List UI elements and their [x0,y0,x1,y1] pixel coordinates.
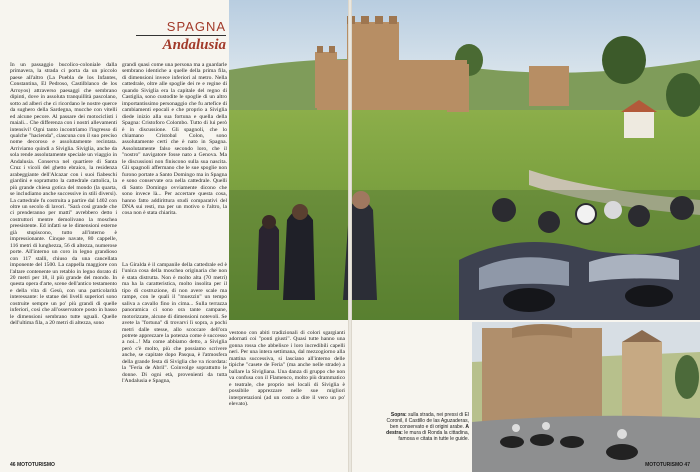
text-column-2b [122,262,227,462]
caption-label-1: Sopra: [390,412,407,418]
caption-text-1: sulla strada, nei pressi di El Coronil, il Castillo de las Aguzaderas, ben conservato e di origini arabe. [386,412,469,430]
page-gutter [348,0,352,472]
photo-caption [385,412,469,442]
text-column-3 [229,330,345,462]
article-header [122,20,226,53]
body-text: grandi quasi come una persona ma a guardarle sembrano identiche a quelle della prima fila, di dimensioni invece inferiori al metro. Nella cattedrale, oltre alle spoglie dei re e regine di quando Siviglia era la capitale del regno di Castiglia, sono custodite le spoglie di un altro importantissimo personaggio che fu artefice di cambiamenti epocali e che proprio a Siviglia diede inizio alla sua fortuna e quella della Spagna: Cristoforo Colombo. Tutto di lui però è in discussione. Gli spagnoli, che lo chiamano Cristobal Colon, sono assolutamente certi che è nato in Spagna. Assolutamente falso secondo loro, che il "nostro" navigatore fosse nato a Genova. Ma le discussioni non finiscono sulla sua nascita. Gli spagnoli affermano che le sue spoglie non furono portate a Santo Domingo ma in Spagna e sono conservate ora nella cattedrale. Quelli di Santo Domingo ovviamente dicono che sono invece là... Per accertare questa cosa, hanno fatto addirittura studi comparativi del DNA sui resti, ma per un motivo o l'altro, la cosa non è stata chiarita. [122,62,227,217]
castle-riders-illustration [229,0,700,320]
photo-castle-riders [229,0,700,320]
section-title: SPAGNA [166,19,226,34]
caption-label-2: A destra: [386,424,469,436]
folio-right: MOTOTURISMO 47 [645,462,690,468]
header-rule [136,35,226,36]
text-column-1 [10,62,117,462]
caption-text-2: le mura di Ronda la cittadina, famosa e citata in tutte le guide. [398,430,469,442]
body-text: La Giralda è il campanile della cattedrale ed è l'unica cosa della moschea originaria che non è stata distrutta. Non è molto alta (70 metri) ma ha la caratteristica, molto insolita per il tipo di costruzione, di non avere scale ma rampe, con le quali il "muezzin" un tempo saliva a cavallo fino in cima... Sulla terrazza panoramica ci sono ora tante campane, motorizzate, alcune di dimensioni notevoli. Se avete la "fortuna" di trovarvi lì sopra, a pochi metri dalle stesse, allo scoccare dell'ora potrete apprezzare la potenza come è successo a noi...! Ma come abbiamo detto, a Siviglia però c'è molto, più che possiamo scrivere anche, se capitate dopo Pasqua, è l'atmosfera della grande festa di Siviglia che va ricordata: la "Feria de Abril". Coinvolge soprattutto le donne. Di ogni età, provenienti da tutta l'Andalusia e Spagna, [122,262,227,385]
article-subtitle: Andalusia [162,37,226,53]
ronda-walls-illustration [472,322,700,472]
text-column-2 [122,62,227,260]
folio-left: 46 MOTOTURISMO [10,462,55,468]
body-text: In un passaggio bucolico-coloniale dalla primavera, la strada ci porta da un piccolo paese all'altro (La Puebla de los Infantes, Constantina, El Pedroso, Castilblanco de los Arroyos) attraverso paesaggi che sembrano dipinti, dove in assoluta tranquillità pascolano, sotto ad alberi che ci ricordano le nostre querce da sughero della Sardegna, mucche con vitelli ed alcune pecore. Al passare dei motociclisti i maiali... Che differenza con i nostri allevamenti intensivi! Ogni tanto incontriamo l'ingresso di qualche "hacienda", ciascuna con il suo preciso nome decoroso e assolutamente recintata. Arriviamo quindi a Siviglia. Siviglia, anche da sola rende assolutamente speciale un viaggio in Andalusia. Conserva nel quartiere di Santa Cruz i vicoli del ghetto ebraico, la residenza arabeggiante dell'Alcazar con i suoi fiabeschi giardini e soprattutto la cattedrale cattolica, la più grande chiesa gotica del mondo (la quarta, se includiamo anche successive in stili diversi). La cattedrale fu costruita a partire dal 1402 con oltre un secolo di lavori. "Sarà così grande che ci prenderanno per matti" avrebbero detto i costruttori mentre demolivano la moschea preesistente. Ed infatti se le dimensioni esterne già stupiscono, tutto all'interno è impressionante. Cinque navate, 80 cappelle, 116 metri di lunghezza, 56 di altezza, numerose porte. All'interno un coro in legno grandioso con 117 stalli, chiuso da una cancellata imponente del 1500. La cappella maggiore con l'altare contenente un retablo in legno dorato di 20 metri per 18, il più grande del mondo. In questa opera d'arte, scene dell'antico testamento e della vita di Gesù, con una particolarità interessante: le statue dei livelli superiori sono costruite sempre un po' più grandi di quelle inferiori, così che all'osservatore posto in basso le dimensioni sembrano tutte uguali. Quelle dell'ultima fila, a 20 metri di altezza, sono [10,62,117,327]
photo-ronda-walls [472,322,700,472]
body-text: vestono con abiti tradizionali di colori sgargianti adornati coi "ponti giusti". Quasi tutte hanno una gonna rossa che abbelisce i loro incredibili capelli neri. Per una intera settimana, dal mezzogiorno alla mattina successiva, si lasciano all'interno delle tipiche "casete de Feria" (ma anche nelle strade) a ballare la Sivigliana. Una danza di gruppo che non va confusa con il Flamenco, molto più drammatico e teatrale, che proprio nei locali di Siviglia è possibile apprezzare nelle sue migliori interpretazioni (ad un costo a dire il vero un po' elevato). [229,330,345,407]
